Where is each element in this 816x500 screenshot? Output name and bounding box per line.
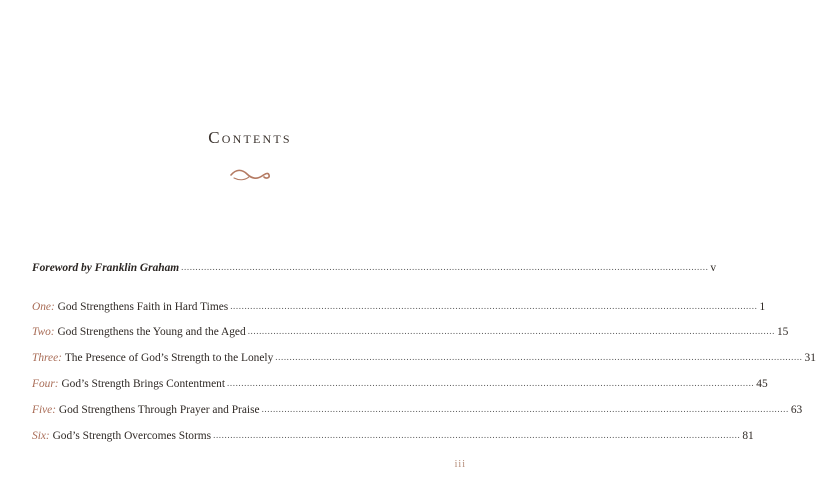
toc-entry[interactable] <box>32 404 803 420</box>
dot-leader: ......................................................................................................................................................................................... <box>230 301 758 311</box>
toc-entry-page: v <box>710 262 717 274</box>
dot-leader: ......................................................................................................................................................................................... <box>227 378 755 388</box>
toc-entry-title: The Presence of God’s Strength to the Lonely <box>64 352 274 364</box>
chapter-number: One: <box>32 301 55 313</box>
toc-entry[interactable] <box>32 430 754 446</box>
page-folio: iii <box>454 459 466 470</box>
toc-entry-page: 15 <box>776 326 789 338</box>
toc-entry-page: 1 <box>759 301 766 313</box>
toc-entry-page: 31 <box>804 352 816 364</box>
dot-leader: ......................................................................................................................................................................................... <box>213 430 741 440</box>
chapter-number: Four: <box>32 378 59 390</box>
toc-entry-page: 81 <box>742 430 754 442</box>
toc-entry-title: Foreword by Franklin Graham <box>32 262 180 274</box>
chapter-number: Six: <box>32 430 50 442</box>
dot-leader: ......................................................................................................................................................................................... <box>261 404 789 414</box>
dot-leader: ......................................................................................................................................................................................... <box>247 326 775 336</box>
toc-entry-title: God Strengthens Through Prayer and Praise <box>58 404 260 416</box>
dot-leader: ......................................................................................................................................................................................... <box>275 352 803 362</box>
toc-entry-foreword[interactable] <box>32 262 717 278</box>
toc-entry[interactable] <box>32 378 768 394</box>
toc-entry-title: God Strengthens Faith in Hard Times <box>57 301 229 313</box>
toc-entry[interactable] <box>32 301 766 317</box>
toc-entry-page: 63 <box>790 404 803 416</box>
chapter-number: Two: <box>32 326 55 338</box>
page-title: Contents <box>208 128 292 147</box>
toc-entry[interactable] <box>32 352 816 368</box>
swash-ornament-icon <box>228 166 272 184</box>
toc-entry[interactable] <box>32 326 789 342</box>
chapter-number: Three: <box>32 352 62 364</box>
toc-entry-title: God’s Strength Brings Contentment <box>61 378 226 390</box>
toc-entry-title: God’s Strength Overcomes Storms <box>52 430 212 442</box>
toc-entry-title: God Strengthens the Young and the Aged <box>57 326 246 338</box>
toc-entry-page: 45 <box>756 378 768 390</box>
chapter-number: Five: <box>32 404 57 416</box>
dot-leader: ......................................................................................................................................................................................... <box>181 262 709 272</box>
